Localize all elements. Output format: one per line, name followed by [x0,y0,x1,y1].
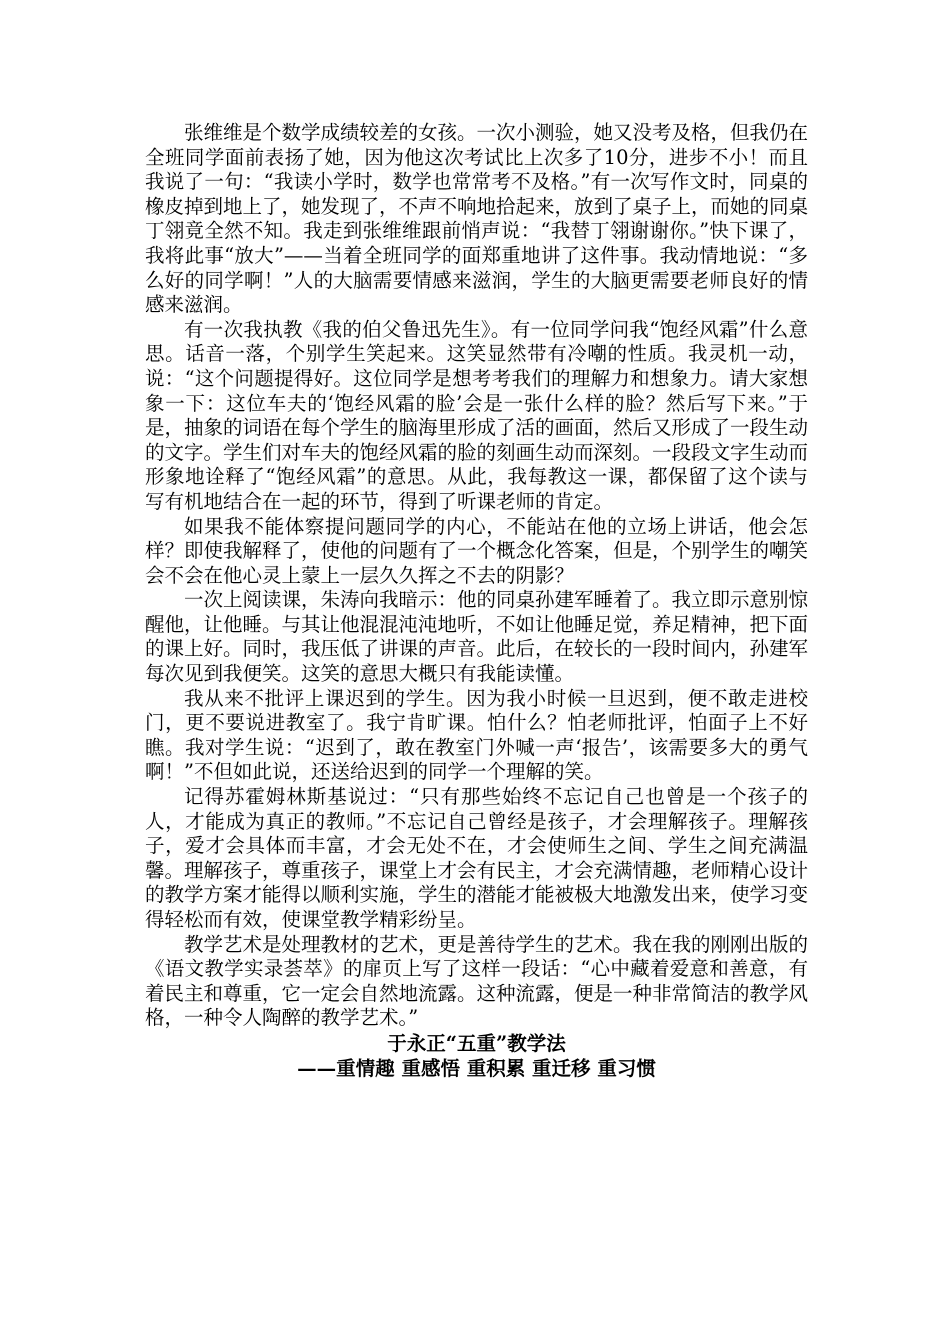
paragraph-5: 我从来不批评上课迟到的学生。因为我小时候一旦迟到，便不敢走进校门，更不要说进教室了。我宁肯旷课。怕什么？怕老师批评，怕面子上不好瞧。我对学生说：“迟到了，敢在教室门外喊一声‘报告’，该需要多大的勇气啊！”不但如此说，还送给迟到的同学一个理解的笑。 [145,686,808,784]
paragraph-6: 记得苏霍姆林斯基说过：“只有那些始终不忘记自己也曾是一个孩子的人，才能成为真正的教师。”不忘记自己曾经是孩子，才会理解孩子。理解孩子，爱才会具体而丰富，才会无处不在，才会使师生之间、学生之间充满温馨。理解孩子，尊重孩子，课堂上才会有民主，才会充满情趣，老师精心设计的教学方案才能得以顺利实施，学生的潜能才能被极大地激发出来，使学习变得轻松而有效，使课堂教学精彩纷呈。 [145,785,809,931]
paragraph-1: 张维维是个数学成绩较差的女孩。一次小测验，她又没考及格，但我仍在全班同学面前表扬了她，因为他这次考试比上次多了10分，进步不小！而且我说了一句：“我读小学时，数学也常常考不及格。”有一次写作文时，同桌的橡皮掉到地上了，她发现了，不声不响地拾起来，放到了桌子上，而她的同桌丁翎竟全然不知。我走到张维维跟前悄声说：“我替丁翎谢谢你。”快下课了，我将此事“放大”——当着全班同学的面郑重地讲了这件事。我动情地说：“多么好的同学啊！”人的大脑需要情感来滋润，学生的大脑更需要老师良好的情感来滋润。 [145,121,809,317]
section-subtitle: ——重情趣 重感悟 重积累 重迁移 重习惯 [297,1056,656,1080]
paragraph-2: 有一次我执教《我的伯父鲁迅先生》。有一位同学问我“饱经风霜”什么意思。话音一落，个别学生笑起来。这笑显然带有冷嘲的性质。我灵机一动，说：“这个问题提得好。这位同学是想考考我们的理解力和想象力。请大家想象一下：这位车夫的‘饱经风霜的脸’会是一张什么样的脸？然后写下来。”于是，抽象的词语在每个学生的脑海里形成了活的画面，然后又形成了一段生动的文字。学生们对车夫的饱经风霜的脸的刻画生动而深刻。一段段文字生动而形象地诠释了“饱经风霜”的意思。从此，我每教这一课，都保留了这个读与写有机地结合在一起的环节，得到了听课老师的肯定。 [145,317,809,513]
section-title: 于永正“五重”教学法 [387,1031,566,1055]
paragraph-4: 一次上阅读课，朱涛向我暗示：他的同桌孙建军睡着了。我立即示意别惊醒他，让他睡。与其让他混混沌沌地听，不如让他睡足觉，养足精神，把下面的课上好。同时，我压低了讲课的声音。此后，在较长的一段时间内，孙建军每次见到我便笑。这笑的意思大概只有我能读懂。 [145,588,809,686]
paragraph-3: 如果我不能体察提问题同学的内心，不能站在他的立场上讲话，他会怎样？即使我解释了，使他的问题有了一个概念化答案，但是，个别学生的嘲笑会不会在他心灵上蒙上一层久久挥之不去的阴影？ [145,514,809,587]
paragraph-7: 教学艺术是处理教材的艺术，更是善待学生的艺术。我在我的刚刚出版的《语文教学实录荟萃》的扉页上写了这样一段话：“心中藏着爱意和善意，有着民主和尊重，它一定会自然地流露。这种流露，便是一种非常简洁的教学风格，一种令人陶醉的教学艺术。” [145,932,809,1030]
document-page [145,121,808,1081]
